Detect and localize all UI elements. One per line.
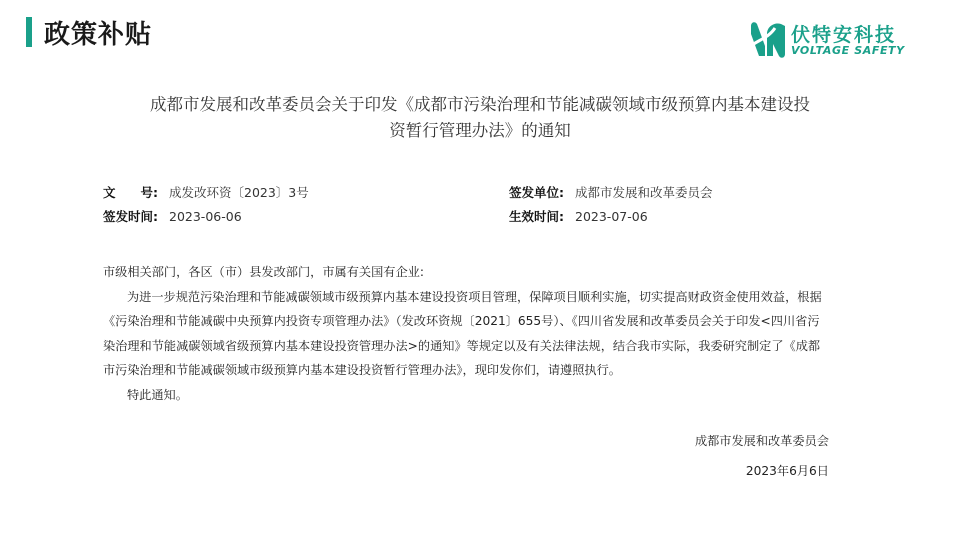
document-title (100, 92, 860, 144)
salutation: 市级相关部门，各区（市）县发改部门，市属有关国有企业: (103, 265, 424, 279)
doc-number-value: 成发改环资〔2023〕3号 (169, 185, 309, 200)
signer: 成都市发展和改革委员会 (694, 434, 829, 448)
closing-line: 特此通知。 (127, 387, 188, 402)
issuer-label: 签发单位: (509, 185, 564, 200)
document-body (103, 260, 829, 407)
main-paragraph: 为进一步规范污染治理和节能减碳领域市级预算内基本建设投资项目管理，保障项目顺利实施，切实提高财政资金使用效益，根据《污染治理和节能减碳中央预算内投资专项管理办法》（发改环资规〔2021〕655号）、《四川省发展和改革委员会关于印发<四川省污染治理和节能减碳领域省级预算内基本建设投资管理办法>的通知》等规定以及有关法律法规，结合我市实际，我委研究制定了《成都市污染治理和节能减碳领域市级预算内基本建设投资暂行管理办法》，现印发你们，请遵照执行。 (103, 289, 822, 377)
vs-logo-icon (745, 20, 787, 60)
meta-issue-date (103, 208, 242, 226)
title-accent-bar (26, 17, 32, 47)
issue-date-value: 2023-06-06 (169, 209, 242, 224)
effective-date-value: 2023-07-06 (575, 209, 648, 224)
document-title-line-1: 成都市发展和改革委员会关于印发《成都市污染治理和节能减碳领域市级预算内基本建设投 (150, 95, 810, 114)
issuer-value: 成都市发展和改革委员会 (575, 185, 713, 200)
meta-effective-date (509, 208, 648, 226)
document-title-line-2: 资暂行管理办法》的通知 (389, 121, 571, 140)
sign-date: 2023年6月6日 (745, 464, 829, 478)
company-logo (745, 20, 915, 62)
meta-doc-number (103, 184, 309, 202)
issue-date-label: 签发时间: (103, 209, 158, 224)
effective-date-label: 生效时间: (509, 209, 564, 224)
section-title: 政策补贴 (44, 20, 153, 50)
doc-number-label: 文 号: (103, 185, 158, 200)
logo-chinese-name: 伏特安科技 (791, 24, 897, 46)
logo-english-name: VOLTAGE SAFETY (791, 44, 905, 57)
meta-issuer (509, 184, 713, 202)
